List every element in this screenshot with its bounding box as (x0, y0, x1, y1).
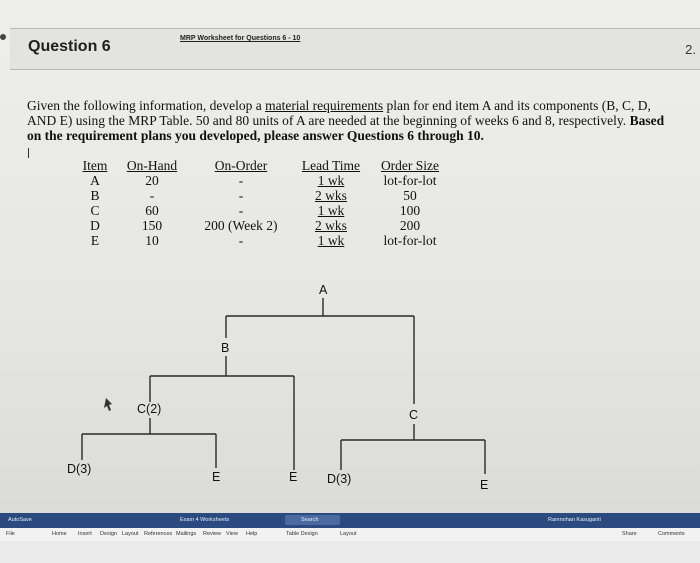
lead-time-cell: 1 wk (317, 233, 345, 248)
prompt-link: material requirements (265, 98, 384, 113)
lead-time-cell: 1 wk (317, 173, 345, 188)
header-item: Item (82, 158, 108, 173)
on-order-cell: - (238, 233, 244, 248)
on-hand-cell: 10 (145, 233, 159, 248)
word-window (0, 513, 700, 563)
on-order-cell: - (238, 203, 244, 218)
share-button[interactable]: Share (622, 531, 637, 537)
node-b: B (221, 341, 230, 355)
on-order-cell: - (238, 173, 244, 188)
tab-references[interactable]: References (144, 531, 173, 537)
node-a: A (319, 283, 328, 297)
order-size-cell: lot-for-lot (383, 173, 437, 188)
node-d3-right: D(3) (327, 472, 352, 486)
prompt-text-2: plan for end item A and its components (B, C, D, AND E) using the MRP Table. 50 and 80 units of A are needed at the beginning of weeks 6 and 8, respectively. (27, 98, 651, 128)
prompt-text-1: Given the following information, develop a (27, 98, 266, 113)
header-on-hand: On-Hand (126, 158, 178, 173)
tab-table-design[interactable]: Table Design (286, 531, 318, 537)
item-cell: E (90, 233, 100, 248)
item-cell: C (90, 203, 100, 218)
order-size-cell: 200 (399, 218, 421, 233)
on-hand-cell: 60 (145, 203, 159, 218)
on-order-cell: - (238, 188, 244, 203)
tab-mailings[interactable]: Mailings (176, 531, 197, 537)
item-cell: A (90, 173, 100, 188)
file-name: Exam 4 Worksheets (180, 517, 230, 523)
on-order-cell: 200 (Week 2) (204, 218, 278, 233)
node-d3-left: D(3) (67, 462, 92, 476)
tab-file[interactable]: File (6, 531, 15, 537)
document-area (0, 541, 700, 563)
autosave-toggle[interactable]: AutoSave (8, 517, 32, 523)
lead-time-cell: 1 wk (317, 203, 345, 218)
order-size-cell: lot-for-lot (383, 233, 437, 248)
tab-review[interactable]: Review (203, 531, 222, 537)
tab-layout[interactable]: Layout (122, 531, 139, 537)
word-title-bar (0, 513, 700, 528)
node-e-mid: E (212, 470, 221, 484)
header-on-order: On-Order (214, 158, 268, 173)
node-e-far-right: E (480, 478, 489, 492)
node-e-right-of-b: E (289, 470, 298, 484)
question-points: 2. (685, 42, 696, 57)
question-title: Question 6 (28, 38, 111, 55)
item-cell: B (90, 188, 100, 203)
node-c2: C(2) (137, 402, 162, 416)
on-hand-cell: 150 (141, 218, 163, 233)
on-hand-cell: - (149, 188, 155, 203)
lead-time-cell: 2 wks (315, 218, 347, 233)
tab-design[interactable]: Design (100, 531, 118, 537)
document-title: MRP Worksheet for Questions 6 - 10 (180, 35, 301, 42)
prompt-bold: Based on the requirement plans you developed, please answer Questions 6 through 10. (27, 113, 665, 143)
order-size-cell: 100 (399, 203, 421, 218)
tab-home[interactable]: Home (52, 531, 67, 537)
user-name: Ramnohan Kasuganti (548, 517, 601, 523)
node-c: C (409, 408, 419, 422)
lead-time-cell: 2 wks (315, 188, 347, 203)
order-size-cell: 50 (403, 188, 417, 203)
header-lead-time: Lead Time (301, 158, 361, 173)
tab-view[interactable]: View (226, 531, 238, 537)
comments-button[interactable]: Comments (658, 531, 685, 537)
ribbon-tabs (0, 528, 700, 541)
on-hand-cell: 20 (145, 173, 159, 188)
header-order-size: Order Size (380, 158, 440, 173)
item-cell: D (90, 218, 100, 233)
tab-help[interactable]: Help (246, 531, 258, 537)
tab-insert[interactable]: Insert (78, 531, 92, 537)
mouse-pointer-icon (104, 398, 112, 411)
search-box[interactable] (285, 515, 340, 525)
search-label: Search (301, 517, 319, 523)
tab-table-layout[interactable]: Layout (340, 531, 357, 537)
